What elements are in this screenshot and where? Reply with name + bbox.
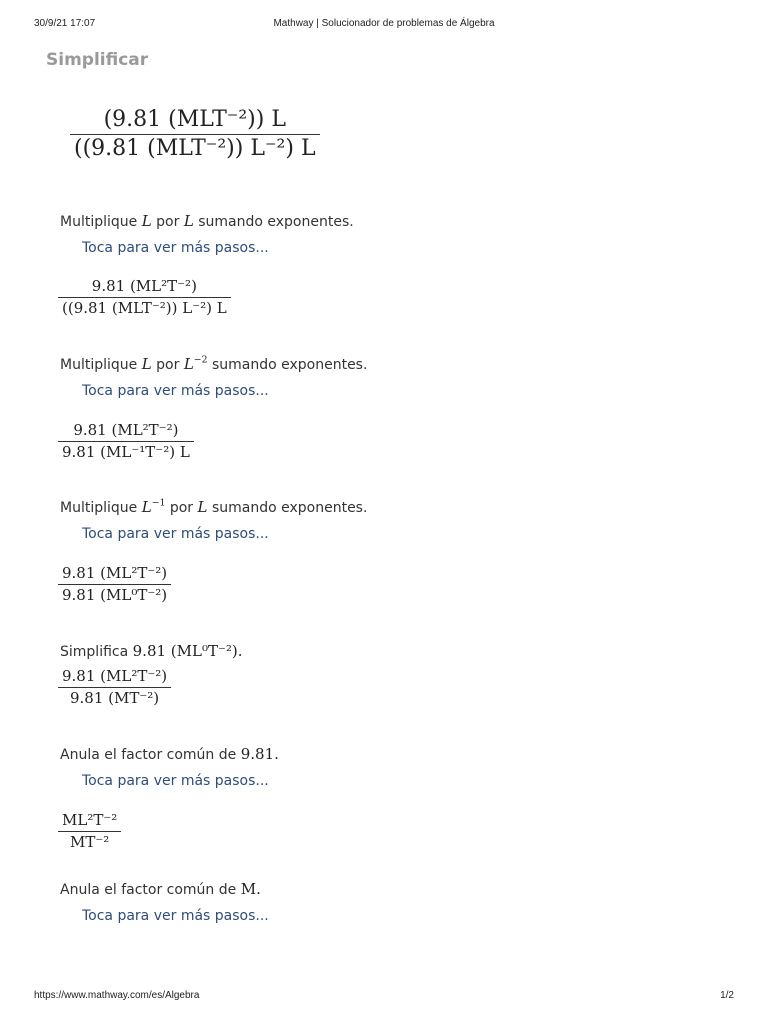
- fraction-bar: [58, 297, 231, 298]
- expression-denominator: ((9.81 (MLT⁻²)) L⁻²) L: [74, 136, 316, 162]
- section-title: Simplificar: [46, 50, 149, 70]
- fraction-bar: [70, 134, 320, 135]
- print-footer: [34, 990, 734, 1004]
- more-steps-link[interactable]: Toca para ver más pasos...: [82, 908, 269, 924]
- expression-denominator: 9.81 (ML⁻¹T⁻²) L: [62, 442, 190, 461]
- more-steps-link[interactable]: Toca para ver más pasos...: [82, 240, 269, 256]
- fraction-bar: [58, 687, 171, 688]
- step-6-text: Anula el factor común de M.: [60, 880, 261, 898]
- more-steps-link[interactable]: Toca para ver más pasos...: [82, 526, 269, 542]
- expression-numerator: 9.81 (ML²T⁻²): [62, 564, 168, 582]
- print-page-number: 1/2: [720, 990, 734, 1001]
- expression-numerator: ML²T⁻²: [62, 811, 118, 829]
- print-header: [34, 18, 734, 32]
- result-expression-4: [58, 668, 171, 706]
- print-datetime: 30/9/21 17:07: [34, 18, 96, 29]
- step-2-text: Multiplique L por $L^{-2}$ sumando exponentes.: [60, 354, 368, 373]
- step-3-text: Multiplique $L^{-1}$ por L sumando exponentes.: [60, 497, 368, 516]
- step-5-text: Anula el factor común de 9.81.: [60, 745, 279, 763]
- result-expression-2: [58, 422, 194, 460]
- expression-denominator: MT⁻²: [69, 832, 110, 851]
- result-expression-1: [58, 278, 231, 316]
- expression-numerator: 9.81 (ML²T⁻²): [91, 277, 197, 295]
- result-expression-3: [58, 565, 171, 603]
- expression-denominator: 9.81 (MT⁻²): [69, 688, 160, 707]
- fraction-bar: [58, 831, 121, 832]
- step-4-text: Simplifica 9.81 (ML⁰T⁻²).: [60, 642, 243, 660]
- print-page-title: Mathway | Solucionador de problemas de Álgebra: [273, 18, 495, 29]
- print-url: https://www.mathway.com/es/Algebra: [34, 990, 200, 1001]
- fraction-bar: [58, 441, 194, 442]
- expression-numerator: 9.81 (ML²T⁻²): [62, 667, 168, 685]
- expression-numerator: 9.81 (ML²T⁻²): [73, 421, 179, 439]
- fraction-bar: [58, 584, 171, 585]
- more-steps-link[interactable]: Toca para ver más pasos...: [82, 383, 269, 399]
- result-expression-5: [58, 812, 121, 850]
- expression-denominator: 9.81 (ML⁰T⁻²): [62, 585, 168, 604]
- expression-numerator: (9.81 (MLT⁻²)) L: [103, 107, 286, 132]
- step-1-text: Multiplique L por L sumando exponentes.: [60, 212, 354, 230]
- expression-denominator: ((9.81 (MLT⁻²)) L⁻²) L: [62, 298, 227, 317]
- initial-expression: [70, 108, 320, 161]
- more-steps-link[interactable]: Toca para ver más pasos...: [82, 773, 269, 789]
